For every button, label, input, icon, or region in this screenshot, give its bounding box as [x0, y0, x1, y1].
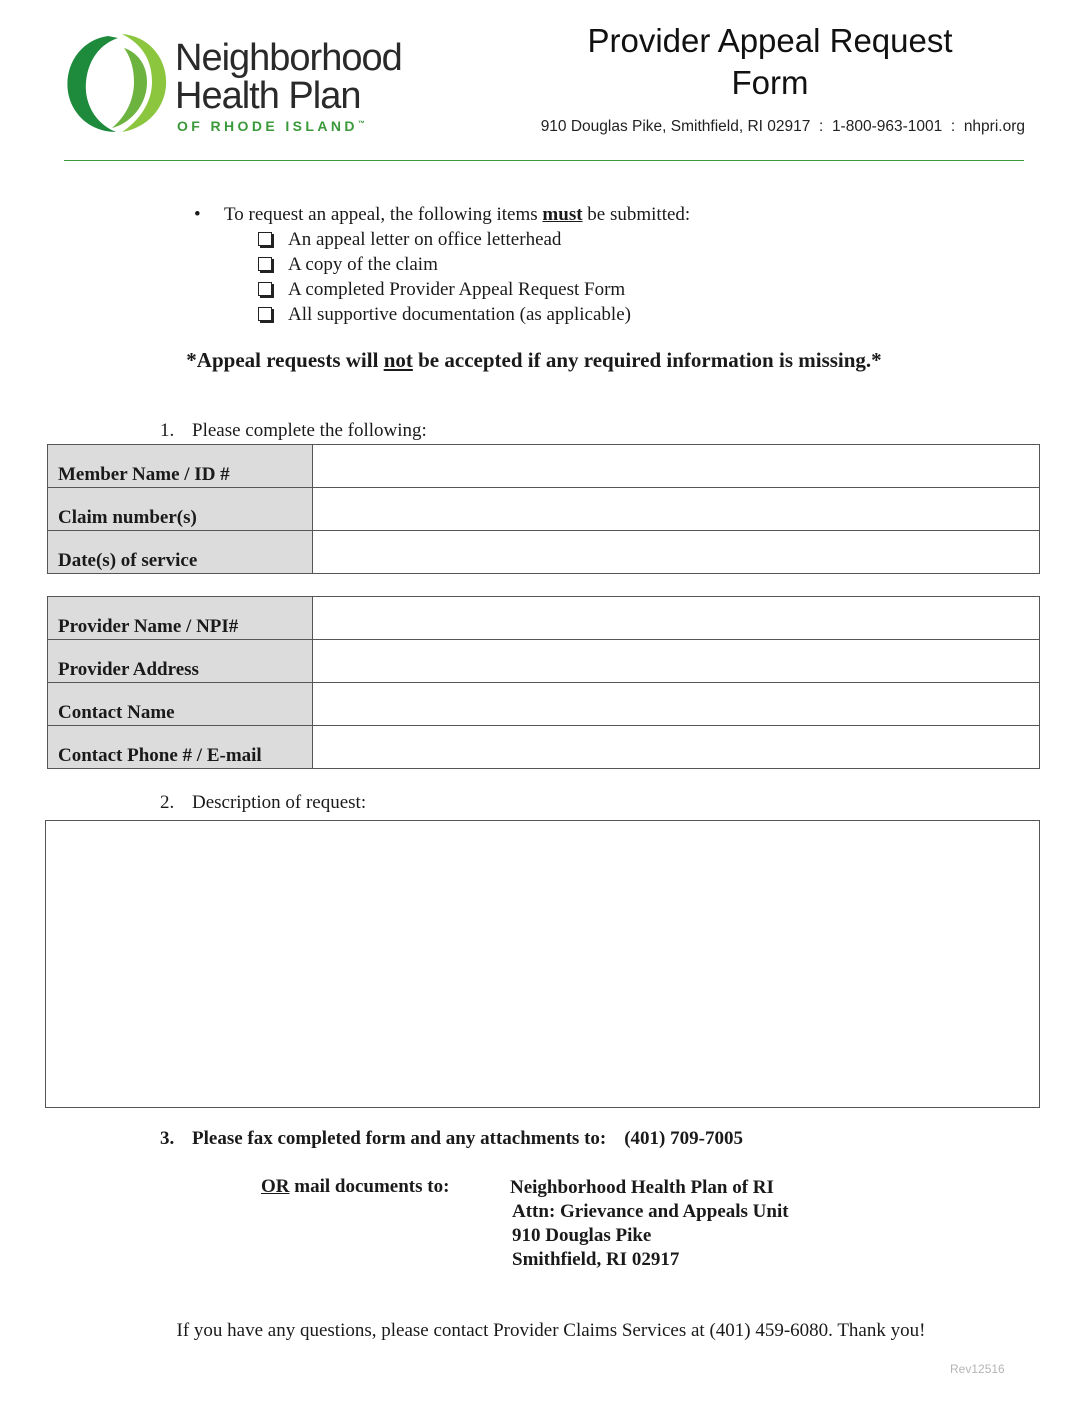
header-divider: [64, 160, 1024, 161]
mail-or: OR: [261, 1176, 290, 1197]
provider-name-field[interactable]: [313, 597, 1040, 640]
section-2-heading: [160, 792, 366, 814]
checkbox-icon: [258, 307, 272, 321]
contact-phone-field[interactable]: [313, 726, 1040, 769]
contact-name-field[interactable]: [313, 683, 1040, 726]
checklist-item: [258, 252, 690, 277]
bullet-text-end: be submitted:: [587, 204, 691, 225]
nhp-logo-icon: [62, 30, 170, 136]
field-label-claim-number: Claim number(s): [48, 488, 313, 531]
checkbox-icon: [258, 282, 272, 296]
separator: :: [950, 118, 956, 135]
fax-number: (401) 709-7005: [624, 1128, 743, 1149]
mailing-address: [510, 1176, 789, 1272]
org-address: 910 Douglas Pike, Smithfield, RI 02917: [540, 118, 811, 135]
member-name-field[interactable]: [313, 445, 1040, 488]
section-label: Please complete the following:: [192, 420, 427, 441]
checklist-text: All supportive documentation (as applicable): [288, 304, 631, 325]
checklist-item: [258, 277, 690, 302]
table-row: [48, 531, 1040, 574]
title-line1: Provider Appeal Request: [587, 22, 953, 59]
table-row: [48, 488, 1040, 531]
checkbox-icon: [258, 257, 272, 271]
logo-name-line2: Health Plan: [175, 75, 361, 117]
table-row: [48, 683, 1040, 726]
footer-note: If you have any questions, please contact Provider Claims Services at (401) 459-6080. Thank you!: [176, 1320, 926, 1341]
checklist-text: An appeal letter on office letterhead: [288, 229, 562, 250]
separator: :: [819, 118, 824, 135]
warning-text: *Appeal requests will: [186, 348, 379, 372]
checklist-item: [258, 302, 690, 327]
field-label-member-name: Member Name / ID #: [48, 445, 313, 488]
bullet-icon: •: [194, 204, 201, 225]
instructions: [190, 202, 690, 327]
instruction-bullet: [190, 202, 690, 227]
mail-label-text: mail documents to:: [294, 1176, 450, 1197]
logo-subtitle: OF RHODE ISLAND™: [177, 118, 365, 134]
dates-of-service-field[interactable]: [313, 531, 1040, 574]
address-line: Neighborhood Health Plan of RI: [510, 1177, 774, 1198]
field-label-dates-of-service: Date(s) of service: [48, 531, 313, 574]
org-website: nhpri.org: [963, 118, 1025, 135]
address-line: Attn: Grievance and Appeals Unit: [512, 1201, 789, 1222]
org-phone: 1-800-963-1001: [831, 118, 943, 135]
section-1-heading: [160, 420, 427, 442]
bullet-text: To request an appeal, the following items: [224, 204, 538, 225]
checkbox-icon: [258, 232, 272, 246]
mail-label: [261, 1176, 449, 1198]
checklist-item: [258, 227, 690, 252]
contact-line: [470, 118, 1025, 136]
warning-emphasis: not: [383, 348, 413, 372]
table-row: [48, 640, 1040, 683]
fax-label: Please fax completed form and any attachments to:: [192, 1128, 607, 1149]
address-line: Smithfield, RI 02917: [512, 1249, 680, 1270]
address-line: 910 Douglas Pike: [512, 1225, 652, 1246]
provider-address-field[interactable]: [313, 640, 1040, 683]
field-label-provider-name: Provider Name / NPI#: [48, 597, 313, 640]
field-label-contact-name: Contact Name: [48, 683, 313, 726]
section-number: 1.: [160, 420, 175, 441]
checklist-text: A completed Provider Appeal Request Form: [288, 279, 626, 300]
table-row: [48, 597, 1040, 640]
warning-text-end: be accepted if any required information is missing.*: [418, 348, 882, 372]
provider-info-table: [47, 596, 1040, 769]
section-number: 2.: [160, 792, 175, 813]
claim-number-field[interactable]: [313, 488, 1040, 531]
missing-info-warning: [0, 348, 1068, 373]
section-number: 3.: [160, 1128, 175, 1149]
field-label-contact-phone: Contact Phone # / E-mail: [48, 726, 313, 769]
bullet-emphasis: must: [542, 204, 583, 225]
form-title: [560, 20, 980, 104]
section-label: Description of request:: [192, 792, 367, 813]
field-label-provider-address: Provider Address: [48, 640, 313, 683]
requirements-checklist: [190, 227, 690, 327]
table-row: [48, 726, 1040, 769]
revision-code: Rev12516: [950, 1362, 1005, 1376]
title-line2: Form: [731, 64, 809, 101]
description-field[interactable]: [45, 820, 1040, 1108]
member-info-table: [47, 444, 1040, 574]
table-row: [48, 445, 1040, 488]
logo-name-line1: Neighborhood: [175, 37, 402, 79]
section-3-fax: [160, 1128, 743, 1150]
checklist-text: A copy of the claim: [288, 254, 438, 275]
